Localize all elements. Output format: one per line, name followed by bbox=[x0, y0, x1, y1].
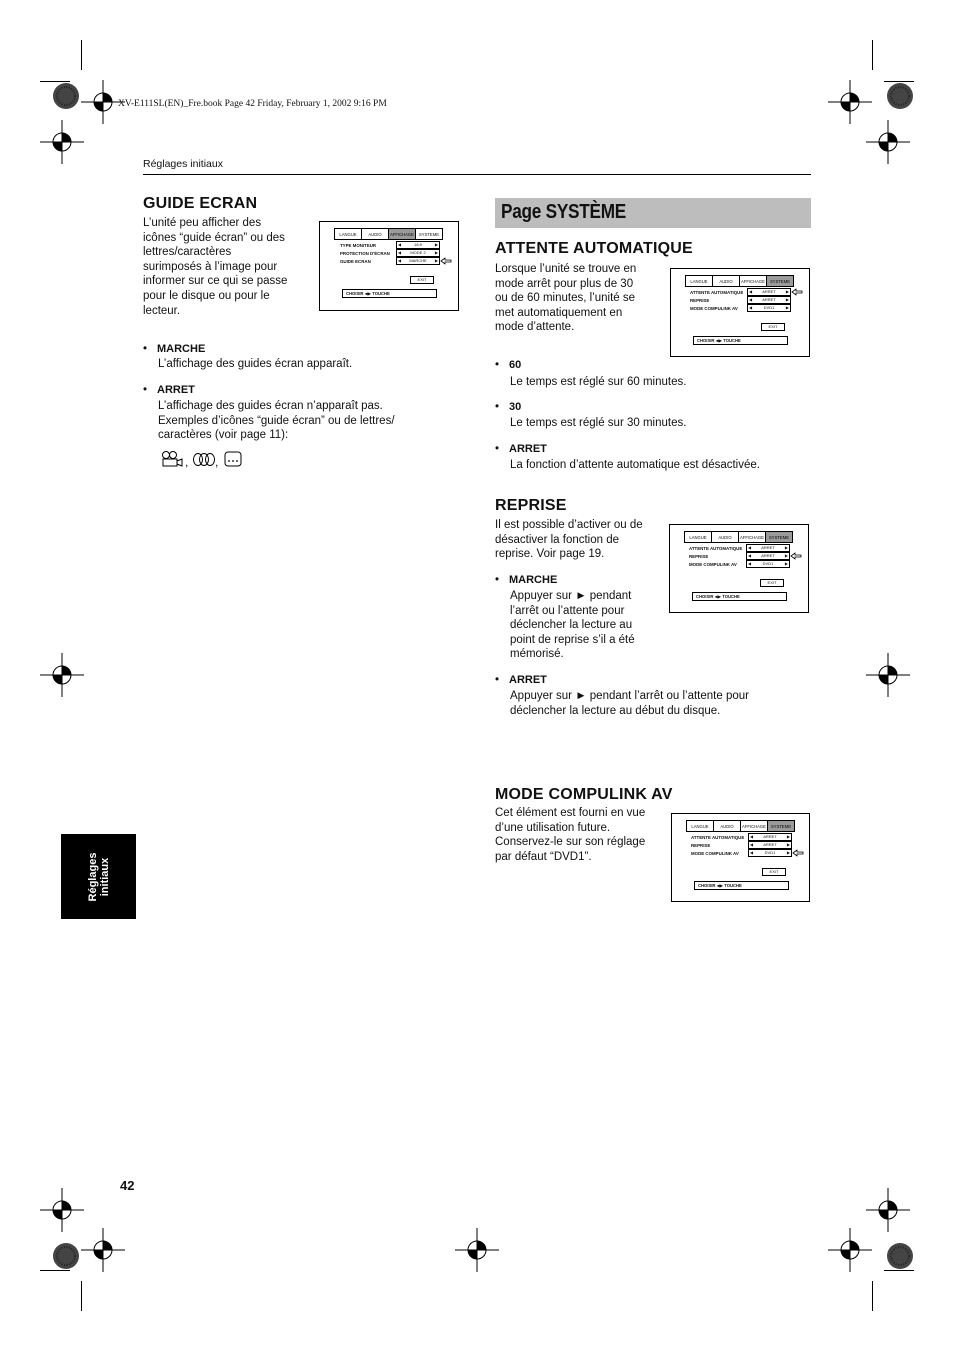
osd-tab-systeme: SYSTEME bbox=[766, 275, 794, 287]
attente-option-60 bbox=[495, 358, 795, 373]
attente-option-arret bbox=[495, 442, 795, 457]
osd-row-value: ◀ MARCHE ▶ bbox=[398, 258, 438, 263]
color-target-disc bbox=[880, 1236, 920, 1276]
text-line: lecteur. bbox=[143, 304, 181, 317]
option-term: 60 bbox=[509, 359, 522, 371]
registration-mark-left-mid bbox=[40, 653, 84, 697]
osd-row-label: GUIDE ECRAN bbox=[340, 259, 371, 264]
text-line: Exemples d’icônes “guide écran” ou de lettres/ bbox=[158, 414, 395, 427]
osd-row-value: ◀ ARRET ▶ bbox=[750, 834, 790, 839]
crop-line bbox=[872, 1281, 873, 1311]
text-line: point de reprise s’il a été bbox=[510, 633, 635, 646]
osd-row-label: ATTENTE AUTOMATIQUE bbox=[689, 546, 743, 551]
registration-mark-top-left-outer bbox=[40, 120, 84, 164]
reprise-option-arret-desc bbox=[510, 689, 810, 718]
page-banner-title: Page SYSTÈME bbox=[501, 201, 626, 223]
text-line: déclencher la lecture au début du disque. bbox=[510, 704, 721, 717]
registration-mark-bottom-center bbox=[455, 1228, 499, 1272]
osd-exit-button: EXIT bbox=[760, 579, 784, 587]
osd-row-value: ◀ DVD1 ▶ bbox=[748, 561, 788, 566]
osd-row-value: ◀ DVD1 ▶ bbox=[750, 850, 790, 855]
osd-hint-bar: CHOISIR ◀▶ TOUCHE bbox=[692, 592, 787, 601]
crop-line bbox=[81, 40, 82, 70]
osd-pointer-icon bbox=[792, 849, 804, 857]
osd-system-screen-attente bbox=[670, 268, 810, 357]
file-header: XV-E111SL(EN)_Fre.book Page 42 Friday, February 1, 2002 9:16 PM bbox=[118, 99, 387, 109]
osd-tab-underline bbox=[686, 831, 794, 832]
osd-system-screen-compulink bbox=[671, 813, 810, 902]
osd-tab-underline bbox=[685, 286, 793, 287]
side-tab-line: Réglages bbox=[86, 852, 99, 901]
text-line: L’unité peu afficher des bbox=[143, 217, 262, 229]
osd-row-value: ◀ ARRET ▶ bbox=[749, 289, 789, 294]
text-line: icônes “guide écran” ou des bbox=[143, 231, 285, 244]
registration-mark-bottom-right-outer bbox=[866, 1188, 910, 1232]
crop-line bbox=[872, 40, 873, 70]
option-term: ARRET bbox=[509, 674, 547, 686]
text-line: met automatiquement en bbox=[495, 306, 623, 319]
multi-angle-icon bbox=[192, 452, 219, 469]
text-line: pour le disque ou pour le bbox=[143, 289, 270, 302]
attente-option-arret-desc bbox=[510, 458, 810, 473]
text-line: surimposés à l’image pour bbox=[143, 260, 278, 273]
bullet: • bbox=[143, 384, 148, 396]
option-term: MARCHE bbox=[157, 343, 206, 355]
osd-row-label: ATTENTE AUTOMATIQUE bbox=[691, 835, 745, 840]
compulink-heading: MODE COMPULINK AV bbox=[495, 786, 673, 803]
bullet: • bbox=[143, 343, 148, 355]
osd-tab-affichage: AFFICHAGE bbox=[740, 820, 768, 832]
reprise-intro bbox=[495, 518, 667, 562]
osd-exit-button: EXIT bbox=[410, 276, 434, 284]
osd-row-value: ◀ 16:9 ▶ bbox=[398, 242, 438, 247]
attente-heading: ATTENTE AUTOMATIQUE bbox=[495, 240, 693, 257]
osd-row-label: REPRISE bbox=[690, 298, 710, 303]
reprise-option-marche bbox=[495, 573, 667, 588]
osd-hint-bar: CHOISIR ◀▶ TOUCHE bbox=[694, 881, 789, 890]
color-target-disc bbox=[46, 1236, 86, 1276]
osd-row-value: ◀ ARRET ▶ bbox=[749, 297, 789, 302]
osd-tab-langue: LANGUE bbox=[685, 275, 713, 287]
osd-row-value: ◀ ARRET ▶ bbox=[750, 842, 790, 847]
attente-intro bbox=[495, 262, 667, 335]
attente-option-30 bbox=[495, 400, 795, 415]
text-line: mémorisé. bbox=[510, 648, 564, 661]
osd-row-value: ◀ MODE 2 ▶ bbox=[398, 250, 438, 255]
osd-tab-systeme: SYSTEME bbox=[765, 531, 793, 543]
text-line: La fonction d’attente automatique est désactivée. bbox=[510, 459, 760, 471]
osd-tab-affichage: AFFICHAGE bbox=[739, 275, 767, 287]
text-line: d’une utilisation future. bbox=[495, 821, 611, 834]
osd-row-label: REPRISE bbox=[689, 554, 709, 559]
text-line: Appuyer sur ► pendant bbox=[510, 590, 632, 602]
osd-hint-bar: CHOISIR ◀▶ TOUCHE bbox=[342, 289, 437, 298]
osd-row-label: ATTENTE AUTOMATIQUE bbox=[690, 290, 744, 295]
header-rule bbox=[143, 174, 811, 175]
text-line: mode d’attente. bbox=[495, 321, 575, 334]
osd-tab-affichage: AFFICHAGE bbox=[388, 228, 416, 240]
registration-mark-top-right-outer bbox=[866, 120, 910, 164]
osd-tab-audio: AUDIO bbox=[711, 531, 739, 543]
side-tab-line: initiaux bbox=[98, 857, 111, 896]
osd-tab-affichage: AFFICHAGE bbox=[738, 531, 766, 543]
osd-row-label: TYPE MONITEUR bbox=[340, 243, 377, 248]
registration-mark-top-right bbox=[828, 80, 872, 124]
icon-separator: , bbox=[215, 455, 219, 469]
osd-row-value: ◀ DVD1 ▶ bbox=[749, 305, 789, 310]
option-term: 30 bbox=[509, 401, 522, 413]
side-tab bbox=[61, 834, 136, 919]
text-line: caractères (voir page 11): bbox=[158, 429, 289, 442]
osd-row-value: ◀ ARRET ▶ bbox=[748, 553, 788, 558]
bullet: • bbox=[495, 574, 500, 586]
osd-tab-langue: LANGUE bbox=[334, 228, 362, 240]
text-line: l’arrêt ou l’attente pour bbox=[510, 604, 625, 617]
registration-mark-bottom-right bbox=[828, 1228, 872, 1272]
crop-line bbox=[81, 1281, 82, 1311]
subtitle-icon bbox=[224, 451, 242, 467]
text-line: Il est possible d’activer ou de bbox=[495, 519, 643, 531]
osd-tab-systeme: SYSTEME bbox=[767, 820, 795, 832]
text-line: ou de 60 minutes, l’unité se bbox=[495, 292, 636, 305]
osd-system-screen-reprise bbox=[669, 524, 809, 613]
reprise-option-marche-desc bbox=[510, 589, 670, 662]
camera-icon bbox=[160, 450, 189, 469]
osd-row-label: MODE COMPULINK AV bbox=[689, 562, 737, 567]
osd-tab-langue: LANGUE bbox=[684, 531, 712, 543]
guide-option-marche-desc bbox=[158, 357, 438, 372]
osd-row-label: MODE COMPULINK AV bbox=[690, 306, 738, 311]
text-line: Le temps est réglé sur 60 minutes. bbox=[510, 376, 687, 388]
osd-row-label: MODE COMPULINK AV bbox=[691, 851, 739, 856]
icon-separator: , bbox=[185, 455, 189, 469]
bullet: • bbox=[495, 443, 500, 455]
bullet: • bbox=[495, 401, 500, 413]
text-line: Conservez-le sur son réglage bbox=[495, 836, 646, 849]
text-line: Cet élément est fourni en vue bbox=[495, 807, 646, 819]
osd-row-value: ◀ ARRET ▶ bbox=[748, 545, 788, 550]
registration-mark-bottom-left-outer bbox=[40, 1188, 84, 1232]
bullet: • bbox=[495, 359, 500, 371]
guide-option-arret bbox=[143, 383, 423, 398]
guide-option-arret-desc bbox=[158, 399, 448, 443]
guide-option-marche bbox=[143, 342, 423, 357]
text-line: informer sur ce qui se passe bbox=[143, 275, 288, 288]
osd-pointer-icon bbox=[791, 288, 803, 296]
text-line: Lorsque l’unité se trouve en bbox=[495, 263, 637, 275]
osd-row-label: PROTECTION D'ÉCRAN bbox=[340, 251, 390, 256]
reprise-heading: REPRISE bbox=[495, 497, 567, 514]
option-term: ARRET bbox=[509, 443, 547, 455]
osd-pointer-icon bbox=[440, 257, 452, 265]
registration-mark-bottom-left bbox=[81, 1228, 125, 1272]
osd-pointer-icon bbox=[790, 552, 802, 560]
reprise-option-arret bbox=[495, 673, 795, 688]
text-line: désactiver la fonction de bbox=[495, 533, 620, 546]
bullet: • bbox=[495, 674, 500, 686]
page-number: 42 bbox=[120, 1178, 135, 1193]
option-term: ARRET bbox=[157, 384, 195, 396]
text-line: mode arrêt pour plus de 30 bbox=[495, 277, 634, 290]
text-line: Appuyer sur ► pendant l’arrêt ou l’attente pour bbox=[510, 690, 749, 702]
guide-ecran-intro bbox=[143, 216, 318, 318]
registration-mark-right-mid bbox=[866, 653, 910, 697]
page-banner bbox=[495, 198, 811, 228]
option-term: MARCHE bbox=[509, 574, 558, 586]
compulink-intro bbox=[495, 806, 667, 864]
osd-tab-audio: AUDIO bbox=[712, 275, 740, 287]
text-line: Le temps est réglé sur 30 minutes. bbox=[510, 417, 687, 429]
osd-row-label: REPRISE bbox=[691, 843, 711, 848]
text-line: L’affichage des guides écran n’apparaît pas. bbox=[158, 400, 383, 412]
color-target-disc bbox=[46, 76, 86, 116]
text-line: lettres/caractères bbox=[143, 246, 232, 259]
osd-tab-underline bbox=[334, 239, 442, 240]
osd-display-screen bbox=[319, 221, 459, 311]
text-line: par défaut “DVD1”. bbox=[495, 850, 592, 863]
osd-exit-button: EXIT bbox=[761, 323, 785, 331]
text-line: reprise. Voir page 19. bbox=[495, 548, 605, 561]
osd-tab-audio: AUDIO bbox=[361, 228, 389, 240]
text-line: L’affichage des guides écran apparaît. bbox=[158, 358, 353, 370]
guide-ecran-heading: GUIDE ECRAN bbox=[143, 195, 258, 212]
osd-tab-audio: AUDIO bbox=[713, 820, 741, 832]
osd-exit-button: EXIT bbox=[762, 868, 786, 876]
osd-tab-underline bbox=[684, 542, 792, 543]
attente-option-30-desc bbox=[510, 416, 810, 431]
osd-tab-langue: LANGUE bbox=[686, 820, 714, 832]
running-head: Réglages initiaux bbox=[143, 158, 223, 170]
attente-option-60-desc bbox=[510, 375, 810, 390]
osd-tab-systeme: SYSTEME bbox=[415, 228, 443, 240]
color-target-disc bbox=[880, 76, 920, 116]
osd-hint-bar: CHOISIR ◀▶ TOUCHE bbox=[693, 336, 788, 345]
text-line: déclencher la lecture au bbox=[510, 619, 633, 632]
